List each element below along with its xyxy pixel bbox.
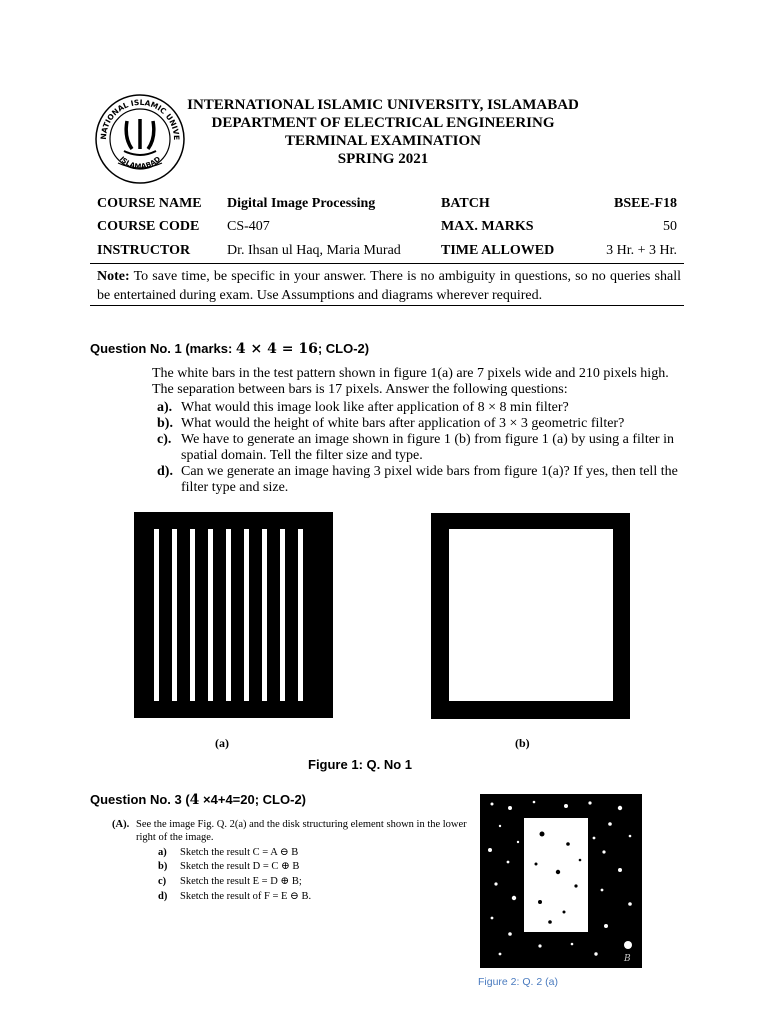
figure-1b-label: (b) bbox=[515, 736, 530, 750]
instructor-label: INSTRUCTOR bbox=[97, 243, 191, 258]
logo-bottom-text: ISLAMABAD bbox=[117, 155, 163, 171]
time-allowed-label: TIME ALLOWED bbox=[441, 243, 555, 258]
header-department: DEPARTMENT OF ELECTRICAL ENGINEERING bbox=[211, 115, 555, 131]
figure-2-caption: Figure 2: Q. 2 (a) bbox=[478, 976, 558, 988]
time-allowed-value: 3 Hr. + 3 Hr. bbox=[606, 243, 677, 258]
structuring-element-label: B bbox=[624, 954, 631, 964]
question-1-title: Question No. 1 (marks: 4 × 4 = 16; CLO-2) bbox=[90, 341, 370, 357]
figure-2a-image bbox=[480, 794, 642, 968]
q1-item-b: b). What would the height of white bars after application of 3 × 3 geometric filter? bbox=[157, 416, 625, 431]
course-code-label: COURSE CODE bbox=[97, 219, 200, 234]
note-text: To save time, be specific in your answer. There is no ambiguity in questions, so no queries shall be entertained during exam. Use Assumptions and diagrams wherever required. bbox=[97, 269, 681, 303]
q1-item-c: c). We have to generate an image shown in figure 1 (b) from figure 1 (a) by using a filter in spatial domain. Tell the filter size and type. bbox=[157, 432, 674, 463]
q1-item-a: a). What would this image look like after application of 8 × 8 min filter? bbox=[157, 400, 569, 415]
course-code-value: CS-407 bbox=[227, 219, 270, 234]
note-divider bbox=[90, 305, 684, 306]
figure-1b-square-image bbox=[431, 513, 630, 719]
q3-item-b: b) Sketch the result D = C ⊕ B bbox=[158, 861, 300, 872]
table-divider bbox=[90, 263, 684, 264]
course-name-label: COURSE NAME bbox=[97, 196, 202, 211]
figure-1-caption: Figure 1: Q. No 1 bbox=[308, 757, 413, 772]
q3-item-d: d) Sketch the result of F = E ⊖ B. bbox=[158, 891, 312, 902]
figure-1a-label: (a) bbox=[215, 736, 229, 750]
note bbox=[97, 267, 681, 305]
q3-item-c: c) Sketch the result E = D ⊕ B; bbox=[158, 876, 302, 887]
note-label: Note: bbox=[97, 269, 130, 284]
q3-part-a: (A). See the image Fig. Q. 2(a) and the disk structuring element shown in the lower right of the image. bbox=[112, 819, 467, 843]
q3-item-a: a) Sketch the result C = A ⊖ B bbox=[158, 847, 299, 858]
q1-marks-math: 4 × 4 = 16 bbox=[235, 341, 318, 357]
header-university: INTERNATIONAL ISLAMIC UNIVERSITY, ISLAMABAD bbox=[187, 97, 579, 113]
q3-marks-math: 4 bbox=[189, 792, 200, 808]
instructor-value: Dr. Ihsan ul Haq, Maria Murad bbox=[227, 243, 401, 258]
course-name-value: Digital Image Processing bbox=[227, 196, 376, 211]
batch-value: BSEE-F18 bbox=[613, 196, 677, 211]
header-semester: SPRING 2021 bbox=[337, 151, 429, 167]
batch-label: BATCH bbox=[441, 196, 490, 211]
max-marks-label: MAX. MARKS bbox=[441, 219, 534, 234]
q1-intro: The white bars in the test pattern shown in figure 1(a) are 7 pixels wide and 210 pixels high. The separation between bars is 17 pixels. Answer the following questions: bbox=[152, 366, 669, 397]
header-exam: TERMINAL EXAMINATION bbox=[285, 133, 481, 149]
q1-item-d: d). Can we generate an image having 3 pixel wide bars from figure 1(a)? If yes, then tell the filter type and size. bbox=[157, 464, 678, 495]
question-3-title: Question No. 3 (4 ×4+4=20; CLO-2) bbox=[90, 792, 306, 808]
figure-1a-bars-image bbox=[134, 512, 333, 718]
logo-top-text: NATIONAL ISLAMIC UNIVE bbox=[98, 97, 182, 141]
max-marks-value: 50 bbox=[663, 219, 677, 234]
